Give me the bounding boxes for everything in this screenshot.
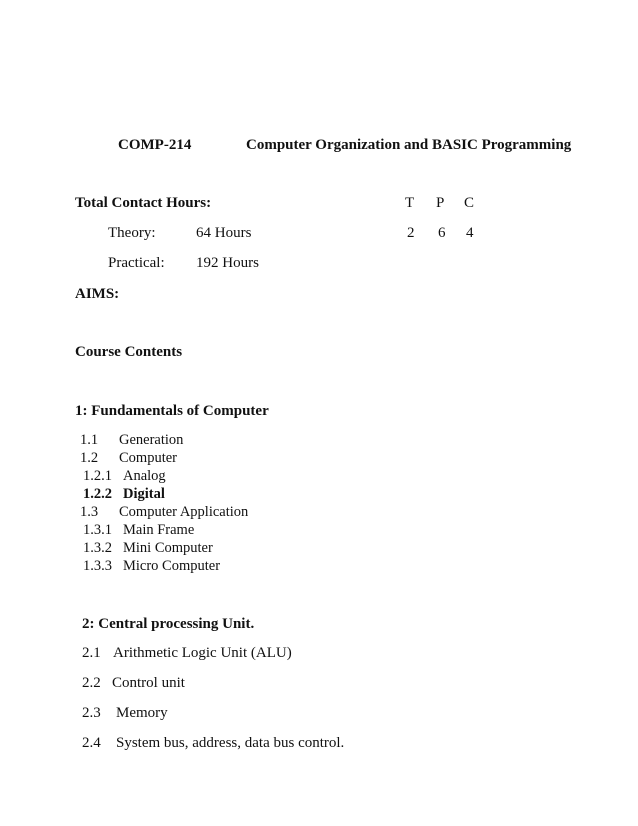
- section2-item-num: 2.4: [82, 735, 101, 751]
- course-title: Computer Organization and BASIC Programming: [246, 137, 572, 153]
- section2-item-num: 2.2: [82, 675, 101, 691]
- theory-c: 4: [466, 225, 474, 241]
- section2-item-text: Memory: [116, 705, 168, 721]
- section1-item-text: Micro Computer: [123, 558, 221, 574]
- total-contact-hours-label: Total Contact Hours:: [75, 195, 212, 211]
- theory-value: 64 Hours: [196, 225, 252, 241]
- theory-p: 6: [438, 225, 446, 241]
- theory-label: Theory:: [108, 225, 156, 241]
- section2-item-num: 2.1: [82, 645, 101, 661]
- section2-item-text: Control unit: [112, 675, 185, 691]
- tpc-t: T: [405, 195, 415, 211]
- section2-heading: 2: Central processing Unit.: [82, 616, 255, 632]
- section1-item-num: 1.2.2: [83, 486, 112, 502]
- section1-item-text: Main Frame: [123, 522, 195, 538]
- section1-item-text: Digital: [123, 486, 165, 502]
- section1-item-num: 1.2.1: [83, 468, 112, 484]
- section2-item-num: 2.3: [82, 705, 101, 721]
- section1-item-num: 1.3.3: [83, 558, 112, 574]
- section1-heading: 1: Fundamentals of Computer: [75, 403, 269, 419]
- aims-heading: AIMS:: [75, 286, 120, 302]
- section1-item-num: 1.3: [80, 504, 99, 520]
- section1-item-text: Computer Application: [119, 504, 249, 520]
- practical-label: Practical:: [108, 255, 165, 271]
- tpc-c: C: [464, 195, 475, 211]
- section1-item-num: 1.2: [80, 450, 99, 466]
- section1-item-text: Analog: [123, 468, 166, 484]
- course-contents-heading: Course Contents: [75, 344, 183, 360]
- practical-value: 192 Hours: [196, 255, 259, 271]
- section1-item-num: 1.1: [80, 432, 99, 448]
- section1-item-text: Computer: [119, 450, 177, 466]
- course-code: COMP-214: [118, 137, 192, 153]
- tpc-p: P: [436, 195, 445, 211]
- section1-item-num: 1.3.1: [83, 522, 112, 538]
- section1-item-num: 1.3.2: [83, 540, 112, 556]
- section2-item-text: Arithmetic Logic Unit (ALU): [113, 645, 292, 661]
- section1-item-text: Mini Computer: [123, 540, 213, 556]
- theory-t: 2: [407, 225, 415, 241]
- section1-item-text: Generation: [119, 432, 184, 448]
- section2-item-text: System bus, address, data bus control.: [116, 735, 345, 751]
